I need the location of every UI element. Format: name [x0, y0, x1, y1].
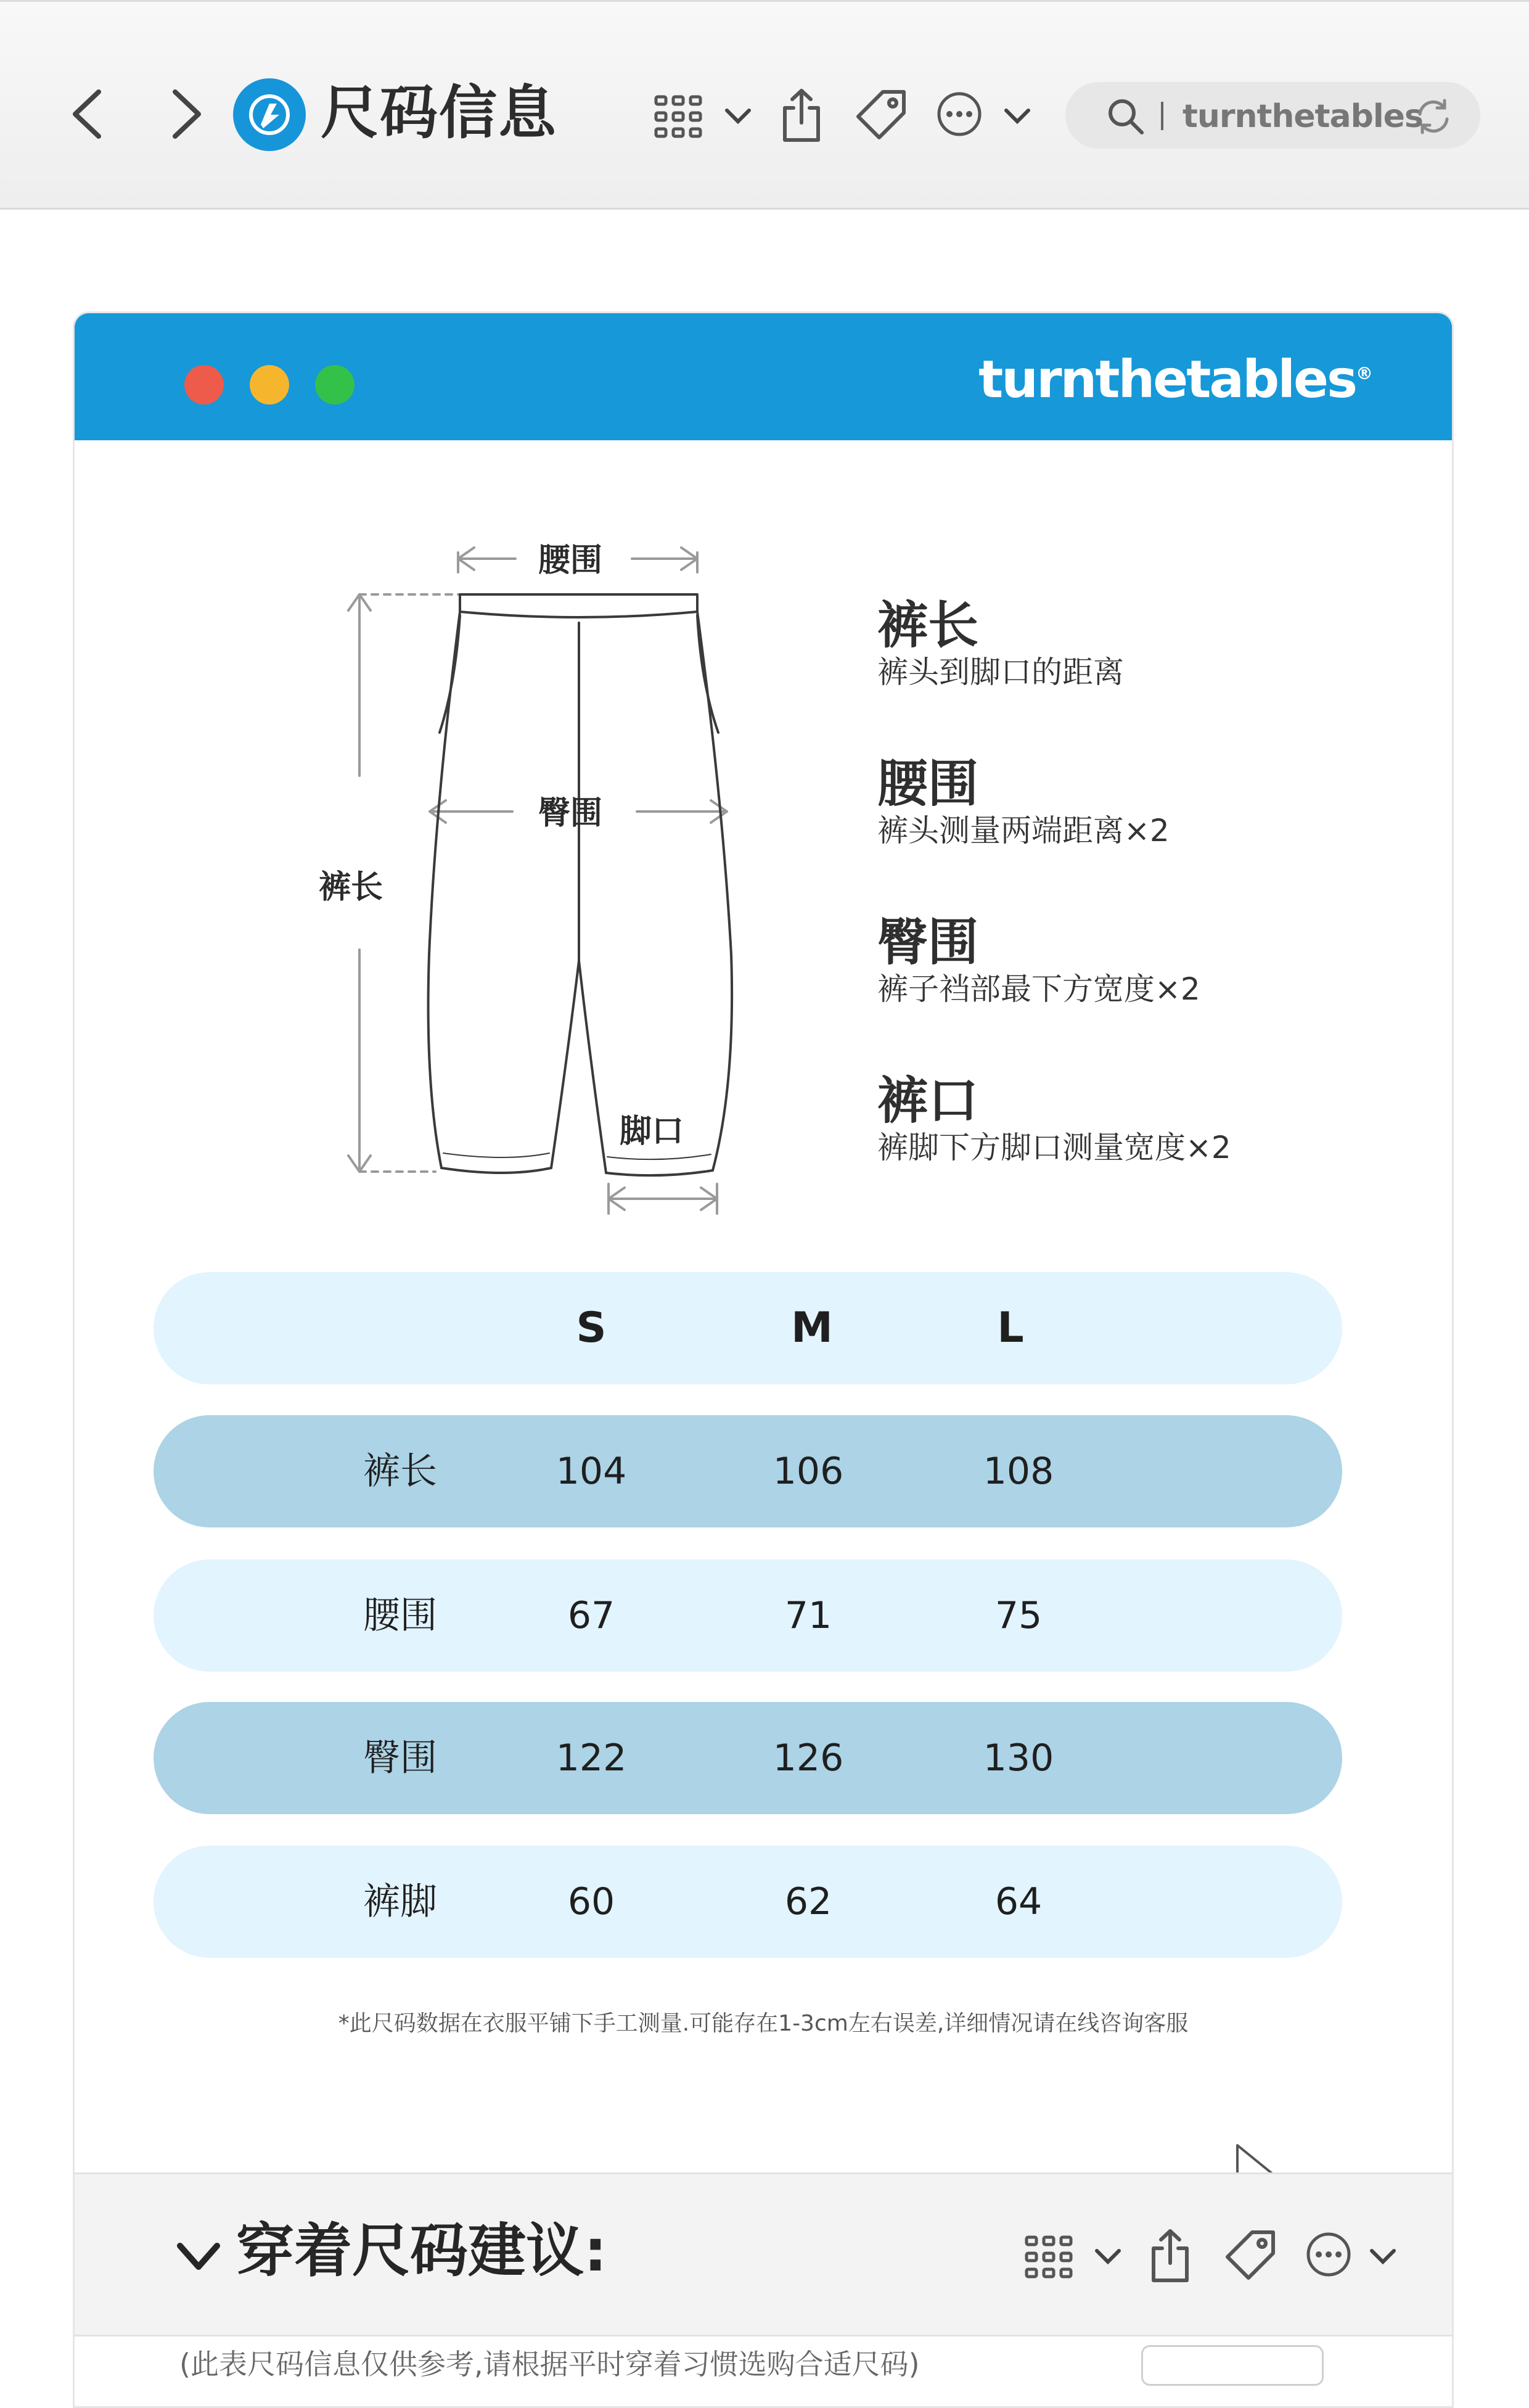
share-icon[interactable] — [1149, 2227, 1192, 2287]
table-row — [154, 1415, 1342, 1527]
chevron-down-icon[interactable] — [1004, 107, 1031, 128]
row-value: 126 — [773, 1736, 844, 1780]
search-input[interactable] — [1065, 82, 1480, 149]
row-value: 67 — [567, 1594, 615, 1637]
header-cell-s: S — [576, 1304, 607, 1352]
def-hip-desc: 裤子裆部最下方宽度×2 — [877, 971, 1200, 1007]
search-icon — [1106, 97, 1146, 139]
table-row — [154, 1846, 1342, 1958]
table-header-row — [154, 1272, 1342, 1384]
suggestion-subtitle: (此表尺码信息仅供参考,请根据平时穿着习惯选购合适尺码) — [179, 2348, 920, 2381]
def-length-title: 裤长 — [877, 596, 979, 655]
table-row — [154, 1559, 1342, 1672]
diagram-waist-label: 腰围 — [538, 542, 603, 579]
row-value: 104 — [555, 1450, 627, 1493]
row-label: 臀围 — [363, 1736, 437, 1780]
brand-mark: ® — [1356, 363, 1373, 384]
grid-view-icon[interactable] — [654, 94, 703, 141]
row-label: 裤脚 — [363, 1880, 437, 1923]
forward-arrow-icon[interactable] — [168, 88, 205, 140]
row-value: 106 — [773, 1450, 844, 1493]
measurement-note: *此尺码数据在衣服平铺下手工测量.可能存在1-3cm左右误差,详细情况请在线咨询客服 — [338, 2011, 1189, 2036]
header-cell-l: L — [997, 1304, 1024, 1352]
def-hem-desc: 裤脚下方脚口测量宽度×2 — [877, 1130, 1231, 1165]
row-label: 腰围 — [363, 1594, 437, 1637]
row-value: 122 — [555, 1736, 627, 1780]
table-row — [154, 1702, 1342, 1814]
tag-icon[interactable] — [856, 88, 908, 142]
def-hem-title: 裤口 — [877, 1072, 979, 1130]
header-cell-m: M — [791, 1304, 833, 1352]
chevron-down-icon[interactable] — [1094, 2247, 1121, 2268]
zoom-controls[interactable] — [1141, 2345, 1324, 2386]
row-value: 62 — [784, 1880, 832, 1923]
tag-icon[interactable] — [1225, 2229, 1277, 2283]
row-value: 64 — [994, 1880, 1043, 1923]
grid-view-icon[interactable] — [1024, 2235, 1073, 2282]
row-label: 裤长 — [363, 1450, 437, 1493]
row-value: 130 — [983, 1736, 1054, 1780]
row-value: 60 — [567, 1880, 615, 1923]
def-waist-desc: 裤头测量两端距离×2 — [877, 813, 1170, 849]
def-hip-title: 臀围 — [877, 913, 979, 972]
collapse-chevron-icon[interactable] — [176, 2241, 221, 2274]
page-title: 尺码信息 — [321, 80, 558, 147]
brand-name: turnthetables — [978, 349, 1356, 409]
chevron-down-icon[interactable] — [724, 107, 752, 128]
toolbar — [0, 0, 1529, 210]
chevron-down-icon[interactable] — [1369, 2247, 1396, 2268]
search-text: turnthetables — [1183, 98, 1423, 135]
search-divider — [1161, 102, 1163, 130]
refresh-icon[interactable] — [1414, 97, 1453, 139]
def-length-desc: 裤头到脚口的距离 — [877, 654, 1124, 690]
suggestion-title: 穿着尺码建议: — [236, 2217, 607, 2285]
back-arrow-icon[interactable] — [69, 88, 106, 140]
more-icon[interactable] — [1305, 2231, 1352, 2280]
diagram-length-label: 裤长 — [319, 869, 383, 906]
app-logo-icon — [233, 78, 306, 151]
row-value: 71 — [784, 1594, 832, 1637]
share-icon[interactable] — [780, 87, 823, 146]
diagram-hem-label: 脚口 — [620, 1113, 684, 1150]
suggestion-panel — [75, 2172, 1452, 2336]
def-waist-title: 腰围 — [877, 755, 979, 813]
size-card — [73, 311, 1454, 2408]
more-icon[interactable] — [936, 91, 983, 140]
row-value: 75 — [994, 1594, 1043, 1637]
diagram-hip-label: 臀围 — [538, 795, 603, 832]
row-value: 108 — [983, 1450, 1054, 1493]
